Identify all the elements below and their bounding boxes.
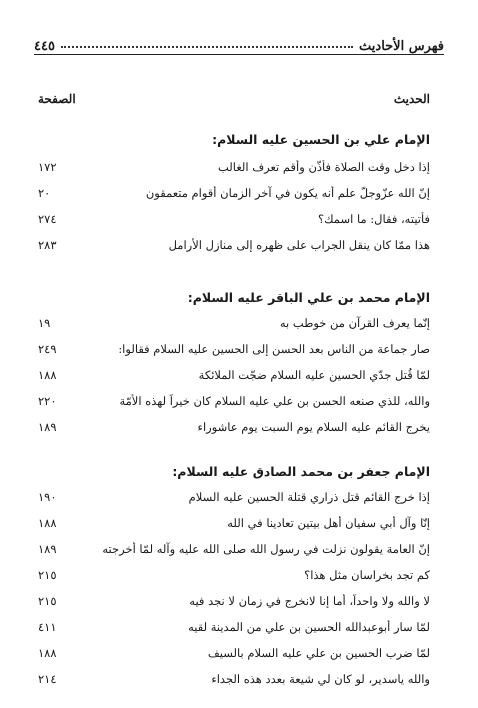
column-headings [38,92,430,110]
hadith-text: إنّما يعرف القرآن من خوطب به [279,316,430,330]
index-row [38,420,430,438]
hadith-text: لمّا قُتل جدّي الحسين عليه السلام ضجّت الملائكة [198,368,430,382]
index-row [38,316,430,334]
hadith-text: إنّا وآل أبي سفيان أهل بيتين تعادينا في الله [227,516,430,530]
header-page-number: ٤٤٥ [34,39,55,54]
section-title: الإمام علي بن الحسين عليه السلام: [212,132,430,147]
page-ref: ٢١٤ [38,672,57,686]
index-row [38,672,430,690]
page-ref: ١٨٩ [38,420,57,434]
header-title: فهرس الأحاديث [359,39,444,54]
index-row [38,542,430,560]
column-heading-page: الصفحة [38,92,76,106]
header-dot-leader [61,46,353,48]
hadith-text: لمّا ضرب الحسين بن علي عليه السلام بالسيف [207,646,430,660]
index-row [38,394,430,412]
page-ref: ٢١٥ [38,594,57,608]
column-heading-hadith: الحديث [393,92,430,106]
hadith-text: صار جماعة من الناس بعد الحسن إلى الحسين عليه السلام فقالوا: [118,342,430,356]
section-title: الإمام جعفر بن محمد الصادق عليه السلام: [172,464,430,479]
running-header [34,28,444,55]
index-row [38,186,430,204]
hadith-text: والله ياسدير، لو كان لي شيعة بعدد هذه الجداء [211,672,430,686]
page-ref: ١٨٨ [38,516,57,530]
section-title: الإمام محمد بن علي الباقر عليه السلام: [187,290,430,305]
hadith-text: إذا دخل وقت الصلاة فأذّن وأقم تعرف الغالب [218,160,430,174]
index-row [38,160,430,178]
page-ref: ١٨٩ [38,542,57,556]
index-row [38,516,430,534]
page-ref: ٢٤٩ [38,342,57,356]
hadith-text: فأتيته، فقال: ما اسمك؟ [318,212,430,226]
hadith-text: هذا ممّا كان ينقل الجراب على ظهره إلى منازل الأرامل [168,238,430,252]
page-ref: ١٩٠ [38,490,57,504]
index-row [38,238,430,256]
hadith-text: كم تجد بخراسان مثل هذا؟ [304,568,430,582]
hadith-text: يخرج القائم عليه السلام يوم السبت يوم عاشوراء [197,420,430,434]
page-ref: ١٩ [38,316,51,330]
page-ref: ٢٠ [38,186,51,200]
page-ref: ١٧٢ [38,160,57,174]
index-row [38,646,430,664]
hadith-text: والله، للذي صنعه الحسن بن علي عليه السلام كان خيراً لهذه الأمّة [119,394,430,408]
index-row [38,212,430,230]
index-row [38,568,430,586]
page-ref: ٢٢٠ [38,394,57,408]
hadith-text: لمّا سار أبوعبدالله الحسين بن علي من المدينة لقيه [188,620,430,634]
page-ref: ١٨٨ [38,368,57,382]
index-row [38,368,430,386]
page-ref: ١٨٨ [38,646,57,660]
hadith-text: لا والله ولا واحداً، أما إنا لانخرج في زمان لا نجد فيه [189,594,430,608]
index-row [38,594,430,612]
index-row [38,620,430,638]
hadith-text: إنّ العامة يقولون نزلت في رسول الله صلى الله عليه وآله لمّا أخرجته [102,542,430,556]
hadith-text: إنّ الله عزّوجلّ علم أنه يكون في آخر الزمان أقوام متعمقون [145,186,430,200]
page-ref: ٤١١ [38,620,57,634]
hadith-text: إذا خرج القائم قتل ذراري قتلة الحسين عليه السلام [188,490,430,504]
page-ref: ٢١٥ [38,568,57,582]
page-ref: ٢٧٤ [38,212,57,226]
index-row [38,342,430,360]
page-ref: ٢٨٣ [38,238,57,252]
index-row [38,490,430,508]
